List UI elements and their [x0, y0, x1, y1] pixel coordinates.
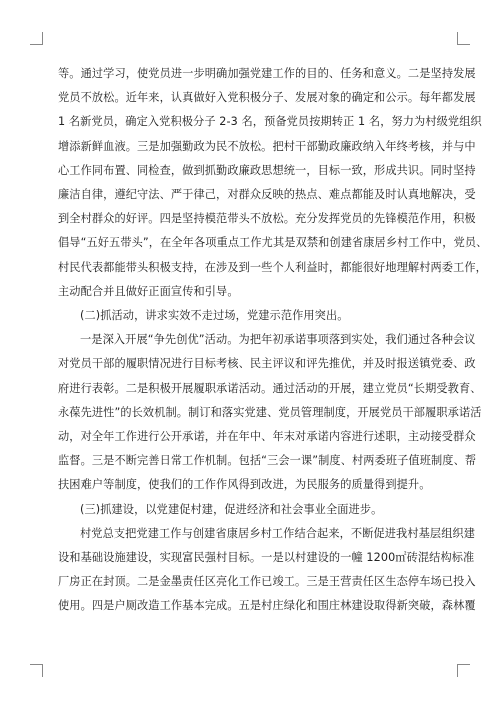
text-line: 永葆先进性”的长效机制。制订和落实党建、党员管理制度，开展党员干部履职承诺活: [58, 405, 482, 419]
paragraph: [58, 498, 442, 522]
text-line: (二)抓活动，讲求实效不走过场，党建示范作用突出。: [80, 309, 349, 323]
text-line: 一是深入开展“争先创优”活动。为把年初承诺事项落到实处，我们通过各种会议: [80, 333, 476, 347]
text-line: 动，对全年工作进行公开承诺，并在年中、年末对承诺内容进行述职，主动接受群众: [58, 430, 476, 444]
text-line: 到全村群众的好评。四是坚持模范带头不放松。充分发挥党员的先锋模范作用，积极: [58, 212, 476, 226]
paragraph: [58, 304, 442, 328]
text-line: 增添新鲜血液。三是加强勤政为民不放松。把村干部勤政廉政纳入年终考核，并与中: [58, 139, 476, 153]
crop-mark-bottom-left: [30, 664, 43, 677]
text-line: 村党总支把党建工作与创建省康居乡村工作结合起来，不断促进我村基层组织建: [80, 526, 476, 540]
text-line: 设和基础设施建设，实现富民强村目标。一是以村建设的一幢 1200㎡砖混结构标准: [58, 551, 475, 565]
text-line: 等。通过学习，使党员进一步明确加强党建工作的目的、任务和意义。二是坚持发展: [58, 67, 476, 80]
paragraph: [58, 62, 488, 304]
text-line: 厂房正在封顶。二是金墨责任区亮化工作已竣工。三是王营责任区生态停车场已投入: [58, 575, 476, 589]
text-line: 1 名新党员，确定入党积极分子 2-3 名，预备党员按期转正 1 名，努力为村级党组织: [58, 115, 482, 129]
text-line: 对党员干部的履职情况进行目标考核、民主评议和评先推优，并及时报送镇党委、政: [58, 357, 476, 371]
paragraph: [58, 328, 482, 497]
text-line: 心工作同布置、同检查，做到抓勤政廉政思想统一，目标一致，形成共识。同时坚持: [58, 163, 476, 177]
paragraph: [58, 522, 476, 619]
text-line: 监督。三是不断完善日常工作机制。包括“三会一课”制度、村两委班子值班制度、帮: [58, 454, 477, 468]
text-line: 村民代表都能带头积极支持，在涉及到一些个人利益时，都能很好地理解村两委工作，: [58, 260, 487, 274]
text-line: 倡导“五好五带头”，在全年各项重点工作尤其是双禁和创建省康居乡村工作中，党员、: [58, 236, 488, 250]
text-line: 党员不放松。近年来，认真做好入党积极分子、发展对象的确定和公示。每年都发展: [58, 91, 476, 105]
text-line: (三)抓建设，以党建促村建，促进经济和社会事业全面进步。: [80, 502, 383, 516]
crop-mark-bottom-right: [457, 664, 470, 677]
crop-mark-top-left: [30, 32, 43, 45]
text-line: 扶困难户等制度，使我们的工作作风得到改进，为民服务的质量得到提升。: [58, 478, 431, 492]
text-line: 主动配合并且做好正面宣传和引导。: [58, 284, 239, 298]
text-line: 府进行表彰。二是积极开展履职承诺活动。通过活动的开展，建立党员“长期受教育、: [58, 381, 482, 395]
crop-mark-top-right: [457, 32, 470, 45]
text-line: 使用。四是户厕改造工作基本完成。五是村庄绿化和围庄林建设取得新突破，森林覆: [58, 599, 476, 613]
document-body: [58, 62, 488, 619]
text-line: 廉洁自律，遵纪守法、严于律己，对群众反映的热点、难点都能及时认真地解决，受: [58, 188, 476, 202]
